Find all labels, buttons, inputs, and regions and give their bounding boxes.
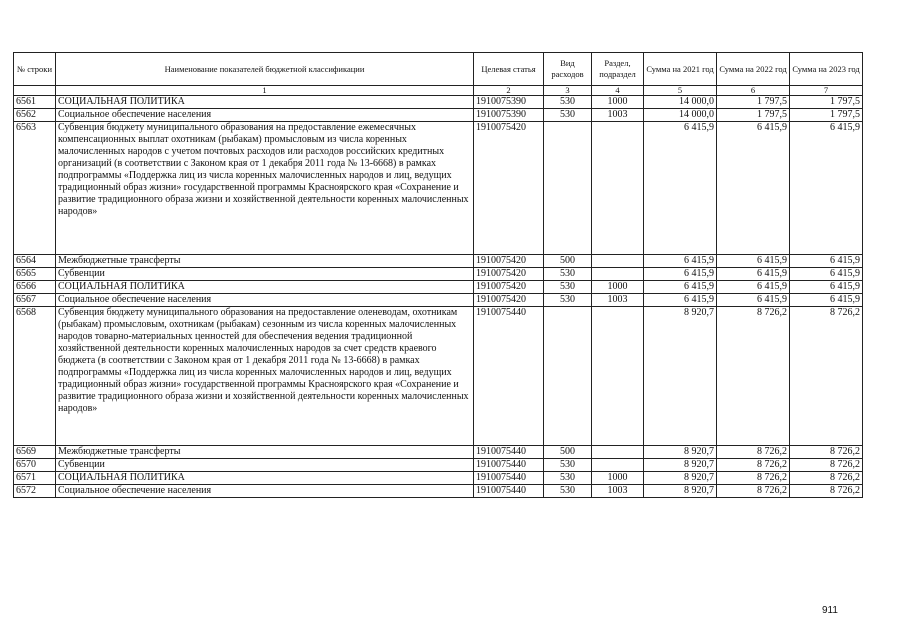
column-number <box>14 86 56 96</box>
target-article: 1910075420 <box>474 294 544 307</box>
target-article: 1910075440 <box>474 485 544 498</box>
row-number: 6561 <box>14 96 56 109</box>
expense-type: 530 <box>544 281 592 294</box>
row-number: 6567 <box>14 294 56 307</box>
section <box>592 307 644 446</box>
header-section: Раздел, подраздел <box>592 53 644 86</box>
column-number: 3 <box>544 86 592 96</box>
sum-2023: 8 726,2 <box>790 472 863 485</box>
sum-2021: 6 415,9 <box>644 281 717 294</box>
table-row <box>14 446 863 459</box>
indicator-name: Социальное обеспечение населения <box>56 485 474 498</box>
indicator-name: СОЦИАЛЬНАЯ ПОЛИТИКА <box>56 472 474 485</box>
sum-2023: 6 415,9 <box>790 294 863 307</box>
target-article: 1910075440 <box>474 307 544 446</box>
section: 1000 <box>592 281 644 294</box>
sum-2022: 6 415,9 <box>717 281 790 294</box>
indicator-name: Межбюджетные трансферты <box>56 255 474 268</box>
sum-2021: 8 920,7 <box>644 459 717 472</box>
sum-2023: 6 415,9 <box>790 268 863 281</box>
expense-type: 530 <box>544 96 592 109</box>
column-number: 6 <box>717 86 790 96</box>
target-article: 1910075420 <box>474 255 544 268</box>
sum-2022: 8 726,2 <box>717 446 790 459</box>
indicator-name: СОЦИАЛЬНАЯ ПОЛИТИКА <box>56 96 474 109</box>
table-row <box>14 459 863 472</box>
indicator-name: Субвенции <box>56 459 474 472</box>
table-row <box>14 485 863 498</box>
sum-2022: 8 726,2 <box>717 307 790 446</box>
sum-2023: 8 726,2 <box>790 459 863 472</box>
sum-2021: 6 415,9 <box>644 122 717 255</box>
header-target-article: Целевая статья <box>474 53 544 86</box>
row-number: 6563 <box>14 122 56 255</box>
table-row <box>14 96 863 109</box>
target-article: 1910075390 <box>474 96 544 109</box>
section <box>592 459 644 472</box>
header-sum-2022: Сумма на 2022 год <box>717 53 790 86</box>
row-number: 6565 <box>14 268 56 281</box>
column-number: 7 <box>790 86 863 96</box>
target-article: 1910075440 <box>474 446 544 459</box>
row-number: 6568 <box>14 307 56 446</box>
table-row <box>14 268 863 281</box>
expense-type: 530 <box>544 459 592 472</box>
row-number: 6564 <box>14 255 56 268</box>
sum-2022: 8 726,2 <box>717 472 790 485</box>
expense-type: 530 <box>544 268 592 281</box>
row-number: 6570 <box>14 459 56 472</box>
section: 1003 <box>592 294 644 307</box>
target-article: 1910075420 <box>474 268 544 281</box>
expense-type <box>544 307 592 446</box>
expense-type: 530 <box>544 109 592 122</box>
table-row <box>14 255 863 268</box>
sum-2022: 8 726,2 <box>717 485 790 498</box>
sum-2021: 8 920,7 <box>644 485 717 498</box>
sum-2022: 6 415,9 <box>717 294 790 307</box>
sum-2021: 8 920,7 <box>644 307 717 446</box>
sum-2023: 6 415,9 <box>790 255 863 268</box>
section <box>592 255 644 268</box>
column-number: 5 <box>644 86 717 96</box>
target-article: 1910075390 <box>474 109 544 122</box>
budget-table <box>13 52 863 498</box>
column-number: 4 <box>592 86 644 96</box>
sum-2022: 6 415,9 <box>717 255 790 268</box>
indicator-name: Субвенция бюджету муниципального образования на предоставление оленеводам, охотникам (рыбакам) промысловым, охотникам (рыбакам) сезонным из числа коренных малочисленных народов товарно-материальных ценностей для обеспечения ведения традиционной хозяйственной деятельности коренных малочисленных народов за счет средств краевого бюджета (в соответствии с Законом края от 1 декабря 2011 года № 13-6668) в рамках подпрограммы «Поддержка лиц из числа коренных малочисленных народов и лиц, ведущих традиционный образ жизни» государственной программы Красноярского края «Сохранение и развитие традиционного образа жизни и хозяйственной деятельности коренных малочисленных народов» <box>56 307 474 446</box>
table-row <box>14 122 863 255</box>
header-sum-2023: Сумма на 2023 год <box>790 53 863 86</box>
sum-2022: 1 797,5 <box>717 96 790 109</box>
sum-2022: 6 415,9 <box>717 122 790 255</box>
section <box>592 268 644 281</box>
sum-2023: 6 415,9 <box>790 281 863 294</box>
header-row <box>14 53 863 86</box>
expense-type <box>544 122 592 255</box>
row-number: 6562 <box>14 109 56 122</box>
indicator-name: СОЦИАЛЬНАЯ ПОЛИТИКА <box>56 281 474 294</box>
indicator-name: Социальное обеспечение населения <box>56 294 474 307</box>
table-row <box>14 472 863 485</box>
sum-2021: 14 000,0 <box>644 109 717 122</box>
column-number-row <box>14 86 863 96</box>
sum-2023: 6 415,9 <box>790 122 863 255</box>
header-expense-type: Вид расходов <box>544 53 592 86</box>
column-number: 1 <box>56 86 474 96</box>
section: 1000 <box>592 472 644 485</box>
sum-2023: 8 726,2 <box>790 446 863 459</box>
target-article: 1910075420 <box>474 122 544 255</box>
sum-2023: 1 797,5 <box>790 96 863 109</box>
table-row <box>14 307 863 446</box>
expense-type: 530 <box>544 294 592 307</box>
header-sum-2021: Сумма на 2021 год <box>644 53 717 86</box>
sum-2021: 6 415,9 <box>644 268 717 281</box>
sum-2023: 1 797,5 <box>790 109 863 122</box>
table-row <box>14 281 863 294</box>
row-number: 6571 <box>14 472 56 485</box>
table-row <box>14 109 863 122</box>
indicator-name: Социальное обеспечение населения <box>56 109 474 122</box>
target-article: 1910075420 <box>474 281 544 294</box>
header-indicator-name: Наименование показателей бюджетной классификации <box>56 53 474 86</box>
sum-2021: 14 000,0 <box>644 96 717 109</box>
section: 1000 <box>592 96 644 109</box>
indicator-name: Субвенции <box>56 268 474 281</box>
sum-2023: 8 726,2 <box>790 485 863 498</box>
sum-2022: 8 726,2 <box>717 459 790 472</box>
target-article: 1910075440 <box>474 459 544 472</box>
sum-2021: 6 415,9 <box>644 294 717 307</box>
row-number: 6572 <box>14 485 56 498</box>
expense-type: 500 <box>544 446 592 459</box>
column-number: 2 <box>474 86 544 96</box>
sum-2023: 8 726,2 <box>790 307 863 446</box>
sum-2021: 6 415,9 <box>644 255 717 268</box>
row-number: 6569 <box>14 446 56 459</box>
expense-type: 500 <box>544 255 592 268</box>
sum-2021: 8 920,7 <box>644 472 717 485</box>
indicator-name: Межбюджетные трансферты <box>56 446 474 459</box>
table-row <box>14 294 863 307</box>
budget-table-sheet <box>13 52 862 498</box>
sum-2021: 8 920,7 <box>644 446 717 459</box>
row-number: 6566 <box>14 281 56 294</box>
section <box>592 122 644 255</box>
section: 1003 <box>592 109 644 122</box>
page-number: 911 <box>822 605 838 616</box>
section: 1003 <box>592 485 644 498</box>
header-row-number: № строки <box>14 53 56 86</box>
section <box>592 446 644 459</box>
target-article: 1910075440 <box>474 472 544 485</box>
expense-type: 530 <box>544 485 592 498</box>
sum-2022: 1 797,5 <box>717 109 790 122</box>
expense-type: 530 <box>544 472 592 485</box>
indicator-name: Субвенция бюджету муниципального образования на предоставление ежемесячных компенсационных выплат охотникам (рыбакам) промысловым из числа коренных малочисленных народов с учетом почтовых расходов или расходов российских кредитных организаций (в соответствии с Законом края от 1 декабря 2011 года № 13-6668) в рамках подпрограммы «Поддержка лиц из числа коренных малочисленных народов и лиц, ведущих традиционный образ жизни» государственной программы Красноярского края «Сохранение и развитие традиционного образа жизни и хозяйственной деятельности коренных малочисленных народов» <box>56 122 474 255</box>
sum-2022: 6 415,9 <box>717 268 790 281</box>
